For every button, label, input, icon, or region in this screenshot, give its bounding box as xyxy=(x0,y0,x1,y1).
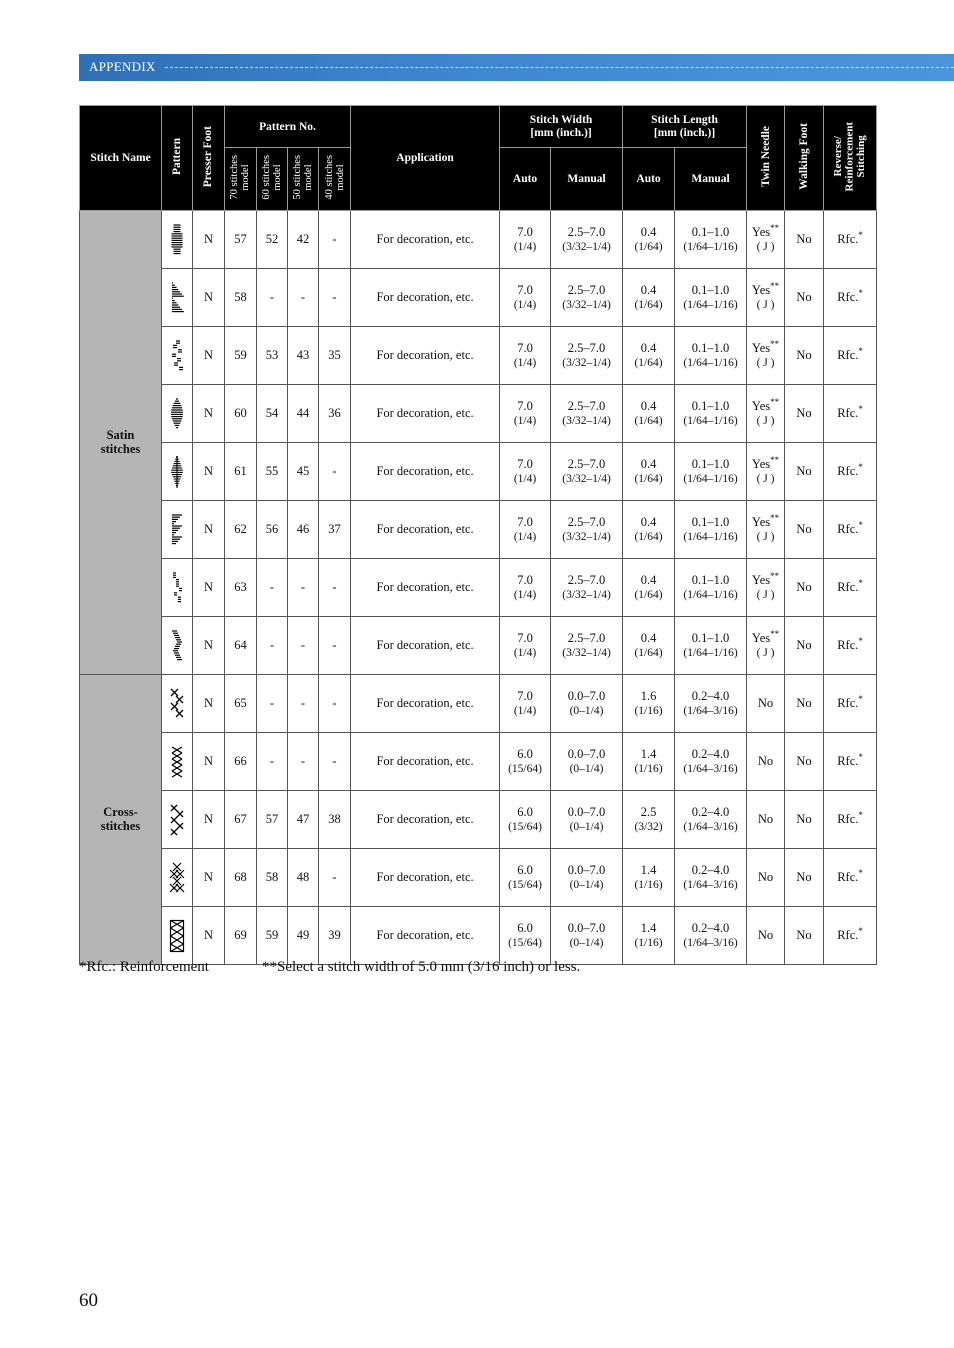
footnote-rfc: *Rfc.: Reinforcement xyxy=(79,959,209,975)
application: For decoration, etc. xyxy=(351,791,500,849)
l-man: 0.1–1.0 (1/64–1/16) xyxy=(675,443,747,501)
presser-foot: N xyxy=(193,791,225,849)
w-auto: 7.0 (1/4) xyxy=(500,617,551,675)
w-man: 0.0–7.0 (0–1/4) xyxy=(551,907,623,965)
l-man: 0.1–1.0 (1/64–1/16) xyxy=(675,559,747,617)
l-man: 0.2–4.0 (1/64–3/16) xyxy=(675,675,747,733)
twin-needle: Yes** ( J ) xyxy=(747,617,785,675)
l-man: 0.1–1.0 (1/64–1/16) xyxy=(675,501,747,559)
reverse-stitching: Rfc.* xyxy=(824,907,877,965)
col-stitch-width: Stitch Width [mm (inch.)] xyxy=(500,106,623,148)
presser-foot: N xyxy=(193,443,225,501)
stitch-pattern-icon xyxy=(162,907,193,965)
reverse-stitching: Rfc.* xyxy=(824,269,877,327)
pattern-no-60: 54 xyxy=(257,385,288,443)
twin-needle: No xyxy=(747,849,785,907)
appendix-banner xyxy=(79,54,954,81)
table-row xyxy=(80,675,877,733)
walking-foot: No xyxy=(785,501,824,559)
pattern-no-60: - xyxy=(257,559,288,617)
l-man: 0.1–1.0 (1/64–1/16) xyxy=(675,385,747,443)
stitch-group-name: Cross- stitches xyxy=(80,675,162,965)
col-twin-needle: Twin Needle xyxy=(747,106,785,211)
walking-foot: No xyxy=(785,385,824,443)
walking-foot: No xyxy=(785,443,824,501)
walking-foot: No xyxy=(785,733,824,791)
footnote-stitch-width: **Select a stitch width of 5.0 mm (3/16 inch) or less. xyxy=(262,959,581,975)
twin-needle: Yes** ( J ) xyxy=(747,211,785,269)
w-man: 0.0–7.0 (0–1/4) xyxy=(551,791,623,849)
pattern-no-70: 62 xyxy=(225,501,257,559)
stitch-pattern-icon xyxy=(162,559,193,617)
col-reverse: Reverse/ Reinforcement Stitching xyxy=(824,106,877,211)
col-presser-foot: Presser Foot xyxy=(193,106,225,211)
col-length-auto: Auto xyxy=(623,148,675,211)
pattern-no-60: 52 xyxy=(257,211,288,269)
w-man: 2.5–7.0 (3/32–1/4) xyxy=(551,559,623,617)
table-row xyxy=(80,327,877,385)
stitch-group-name: Satin stitches xyxy=(80,211,162,675)
presser-foot: N xyxy=(193,675,225,733)
walking-foot: No xyxy=(785,211,824,269)
table-row xyxy=(80,385,877,443)
pattern-no-40: 39 xyxy=(319,907,351,965)
pattern-no-50: 42 xyxy=(288,211,319,269)
pattern-no-70: 65 xyxy=(225,675,257,733)
pattern-no-40: 35 xyxy=(319,327,351,385)
w-auto: 7.0 (1/4) xyxy=(500,501,551,559)
l-auto: 0.4 (1/64) xyxy=(623,559,675,617)
pattern-no-60: - xyxy=(257,269,288,327)
pattern-no-50: 47 xyxy=(288,791,319,849)
twin-needle: Yes** ( J ) xyxy=(747,269,785,327)
section-label: APPENDIX xyxy=(89,59,156,74)
l-man: 0.1–1.0 (1/64–1/16) xyxy=(675,269,747,327)
pattern-no-50: 45 xyxy=(288,443,319,501)
l-man: 0.2–4.0 (1/64–3/16) xyxy=(675,733,747,791)
pattern-no-50: 43 xyxy=(288,327,319,385)
col-model-70: 70 stitches model xyxy=(225,148,257,211)
pattern-no-70: 59 xyxy=(225,327,257,385)
application: For decoration, etc. xyxy=(351,443,500,501)
pattern-no-50: 48 xyxy=(288,849,319,907)
twin-needle: Yes** ( J ) xyxy=(747,501,785,559)
w-auto: 7.0 (1/4) xyxy=(500,385,551,443)
pattern-no-60: - xyxy=(257,675,288,733)
pattern-no-70: 60 xyxy=(225,385,257,443)
l-man: 0.2–4.0 (1/64–3/16) xyxy=(675,849,747,907)
table-row xyxy=(80,211,877,269)
col-walking-foot: Walking Foot xyxy=(785,106,824,211)
w-man: 2.5–7.0 (3/32–1/4) xyxy=(551,443,623,501)
w-auto: 6.0 (15/64) xyxy=(500,849,551,907)
table-body xyxy=(80,211,877,965)
presser-foot: N xyxy=(193,269,225,327)
pattern-no-40: - xyxy=(319,559,351,617)
w-auto: 7.0 (1/4) xyxy=(500,443,551,501)
w-auto: 6.0 (15/64) xyxy=(500,733,551,791)
table-row xyxy=(80,501,877,559)
presser-foot: N xyxy=(193,211,225,269)
table-row xyxy=(80,791,877,849)
l-auto: 1.4 (1/16) xyxy=(623,849,675,907)
stitch-pattern-icon xyxy=(162,617,193,675)
col-stitch-name: Stitch Name xyxy=(80,106,162,211)
pattern-no-60: - xyxy=(257,617,288,675)
application: For decoration, etc. xyxy=(351,617,500,675)
table-row xyxy=(80,849,877,907)
walking-foot: No xyxy=(785,675,824,733)
pattern-no-40: - xyxy=(319,675,351,733)
walking-foot: No xyxy=(785,559,824,617)
stitch-pattern-icon xyxy=(162,501,193,559)
presser-foot: N xyxy=(193,733,225,791)
twin-needle: Yes** ( J ) xyxy=(747,559,785,617)
w-auto: 7.0 (1/4) xyxy=(500,269,551,327)
walking-foot: No xyxy=(785,907,824,965)
pattern-no-40: - xyxy=(319,849,351,907)
application: For decoration, etc. xyxy=(351,211,500,269)
l-auto: 0.4 (1/64) xyxy=(623,443,675,501)
presser-foot: N xyxy=(193,617,225,675)
l-auto: 0.4 (1/64) xyxy=(623,327,675,385)
pattern-no-60: 58 xyxy=(257,849,288,907)
pattern-no-40: 36 xyxy=(319,385,351,443)
reverse-stitching: Rfc.* xyxy=(824,675,877,733)
presser-foot: N xyxy=(193,385,225,443)
walking-foot: No xyxy=(785,617,824,675)
application: For decoration, etc. xyxy=(351,385,500,443)
reverse-stitching: Rfc.* xyxy=(824,501,877,559)
w-man: 0.0–7.0 (0–1/4) xyxy=(551,733,623,791)
stitch-pattern-icon xyxy=(162,791,193,849)
col-length-manual: Manual xyxy=(675,148,747,211)
l-man: 0.1–1.0 (1/64–1/16) xyxy=(675,327,747,385)
reverse-stitching: Rfc.* xyxy=(824,443,877,501)
col-model-40: 40 stitches model xyxy=(319,148,351,211)
pattern-no-70: 64 xyxy=(225,617,257,675)
pattern-no-40: 38 xyxy=(319,791,351,849)
l-man: 0.2–4.0 (1/64–3/16) xyxy=(675,907,747,965)
stitch-pattern-icon xyxy=(162,269,193,327)
walking-foot: No xyxy=(785,849,824,907)
pattern-no-70: 61 xyxy=(225,443,257,501)
l-auto: 1.4 (1/16) xyxy=(623,733,675,791)
stitch-spec-table xyxy=(79,105,877,965)
pattern-no-40: - xyxy=(319,269,351,327)
l-auto: 0.4 (1/64) xyxy=(623,211,675,269)
col-width-manual: Manual xyxy=(551,148,623,211)
w-auto: 7.0 (1/4) xyxy=(500,211,551,269)
l-auto: 1.4 (1/16) xyxy=(623,907,675,965)
pattern-no-70: 67 xyxy=(225,791,257,849)
col-model-50: 50 stitches model xyxy=(288,148,319,211)
pattern-no-50: - xyxy=(288,733,319,791)
col-stitch-length: Stitch Length [mm (inch.)] xyxy=(623,106,747,148)
w-auto: 7.0 (1/4) xyxy=(500,559,551,617)
table-row xyxy=(80,269,877,327)
l-man: 0.1–1.0 (1/64–1/16) xyxy=(675,211,747,269)
application: For decoration, etc. xyxy=(351,501,500,559)
l-auto: 0.4 (1/64) xyxy=(623,617,675,675)
application: For decoration, etc. xyxy=(351,269,500,327)
application: For decoration, etc. xyxy=(351,559,500,617)
l-auto: 0.4 (1/64) xyxy=(623,269,675,327)
presser-foot: N xyxy=(193,559,225,617)
pattern-no-70: 69 xyxy=(225,907,257,965)
w-auto: 6.0 (15/64) xyxy=(500,907,551,965)
w-man: 2.5–7.0 (3/32–1/4) xyxy=(551,385,623,443)
pattern-no-60: 53 xyxy=(257,327,288,385)
presser-foot: N xyxy=(193,327,225,385)
reverse-stitching: Rfc.* xyxy=(824,733,877,791)
w-man: 2.5–7.0 (3/32–1/4) xyxy=(551,617,623,675)
pattern-no-40: - xyxy=(319,211,351,269)
w-man: 2.5–7.0 (3/32–1/4) xyxy=(551,211,623,269)
reverse-stitching: Rfc.* xyxy=(824,385,877,443)
w-auto: 7.0 (1/4) xyxy=(500,675,551,733)
presser-foot: N xyxy=(193,907,225,965)
presser-foot: N xyxy=(193,849,225,907)
application: For decoration, etc. xyxy=(351,675,500,733)
pattern-no-70: 58 xyxy=(225,269,257,327)
twin-needle: No xyxy=(747,907,785,965)
reverse-stitching: Rfc.* xyxy=(824,849,877,907)
presser-foot: N xyxy=(193,501,225,559)
pattern-no-70: 63 xyxy=(225,559,257,617)
pattern-no-40: - xyxy=(319,617,351,675)
w-man: 0.0–7.0 (0–1/4) xyxy=(551,675,623,733)
l-auto: 1.6 (1/16) xyxy=(623,675,675,733)
pattern-no-70: 57 xyxy=(225,211,257,269)
w-man: 2.5–7.0 (3/32–1/4) xyxy=(551,501,623,559)
pattern-no-70: 66 xyxy=(225,733,257,791)
l-man: 0.2–4.0 (1/64–3/16) xyxy=(675,791,747,849)
application: For decoration, etc. xyxy=(351,327,500,385)
pattern-no-40: - xyxy=(319,443,351,501)
l-man: 0.1–1.0 (1/64–1/16) xyxy=(675,617,747,675)
l-auto: 2.5 (3/32) xyxy=(623,791,675,849)
col-model-60: 60 stitches model xyxy=(257,148,288,211)
reverse-stitching: Rfc.* xyxy=(824,617,877,675)
pattern-no-60: 56 xyxy=(257,501,288,559)
application: For decoration, etc. xyxy=(351,849,500,907)
w-man: 0.0–7.0 (0–1/4) xyxy=(551,849,623,907)
reverse-stitching: Rfc.* xyxy=(824,211,877,269)
l-auto: 0.4 (1/64) xyxy=(623,385,675,443)
pattern-no-50: - xyxy=(288,675,319,733)
col-pattern-no: Pattern No. xyxy=(225,106,351,148)
table-row xyxy=(80,443,877,501)
walking-foot: No xyxy=(785,269,824,327)
stitch-pattern-icon xyxy=(162,385,193,443)
pattern-no-60: 59 xyxy=(257,907,288,965)
table-row xyxy=(80,733,877,791)
application: For decoration, etc. xyxy=(351,907,500,965)
pattern-no-40: - xyxy=(319,733,351,791)
pattern-no-50: - xyxy=(288,559,319,617)
pattern-no-60: - xyxy=(257,733,288,791)
page-number: 60 xyxy=(79,1290,98,1311)
col-application: Application xyxy=(351,106,500,211)
pattern-no-50: - xyxy=(288,269,319,327)
pattern-no-60: 55 xyxy=(257,443,288,501)
walking-foot: No xyxy=(785,327,824,385)
col-width-auto: Auto xyxy=(500,148,551,211)
w-man: 2.5–7.0 (3/32–1/4) xyxy=(551,269,623,327)
twin-needle: No xyxy=(747,675,785,733)
col-pattern: Pattern xyxy=(162,106,193,211)
table-row xyxy=(80,907,877,965)
twin-needle: Yes** ( J ) xyxy=(747,327,785,385)
w-auto: 6.0 (15/64) xyxy=(500,791,551,849)
walking-foot: No xyxy=(785,791,824,849)
w-man: 2.5–7.0 (3/32–1/4) xyxy=(551,327,623,385)
w-auto: 7.0 (1/4) xyxy=(500,327,551,385)
banner-dashed-rule xyxy=(165,67,954,68)
reverse-stitching: Rfc.* xyxy=(824,791,877,849)
pattern-no-50: 44 xyxy=(288,385,319,443)
twin-needle: Yes** ( J ) xyxy=(747,443,785,501)
stitch-pattern-icon xyxy=(162,327,193,385)
reverse-stitching: Rfc.* xyxy=(824,559,877,617)
stitch-pattern-icon xyxy=(162,443,193,501)
application: For decoration, etc. xyxy=(351,733,500,791)
stitch-pattern-icon xyxy=(162,733,193,791)
table-row xyxy=(80,617,877,675)
twin-needle: Yes** ( J ) xyxy=(747,385,785,443)
pattern-no-60: 57 xyxy=(257,791,288,849)
pattern-no-50: - xyxy=(288,617,319,675)
footnotes xyxy=(79,959,581,976)
twin-needle: No xyxy=(747,791,785,849)
l-auto: 0.4 (1/64) xyxy=(623,501,675,559)
stitch-pattern-icon xyxy=(162,211,193,269)
reverse-stitching: Rfc.* xyxy=(824,327,877,385)
pattern-no-70: 68 xyxy=(225,849,257,907)
pattern-no-40: 37 xyxy=(319,501,351,559)
stitch-pattern-icon xyxy=(162,849,193,907)
pattern-no-50: 49 xyxy=(288,907,319,965)
stitch-pattern-icon xyxy=(162,675,193,733)
twin-needle: No xyxy=(747,733,785,791)
pattern-no-50: 46 xyxy=(288,501,319,559)
table-row xyxy=(80,559,877,617)
